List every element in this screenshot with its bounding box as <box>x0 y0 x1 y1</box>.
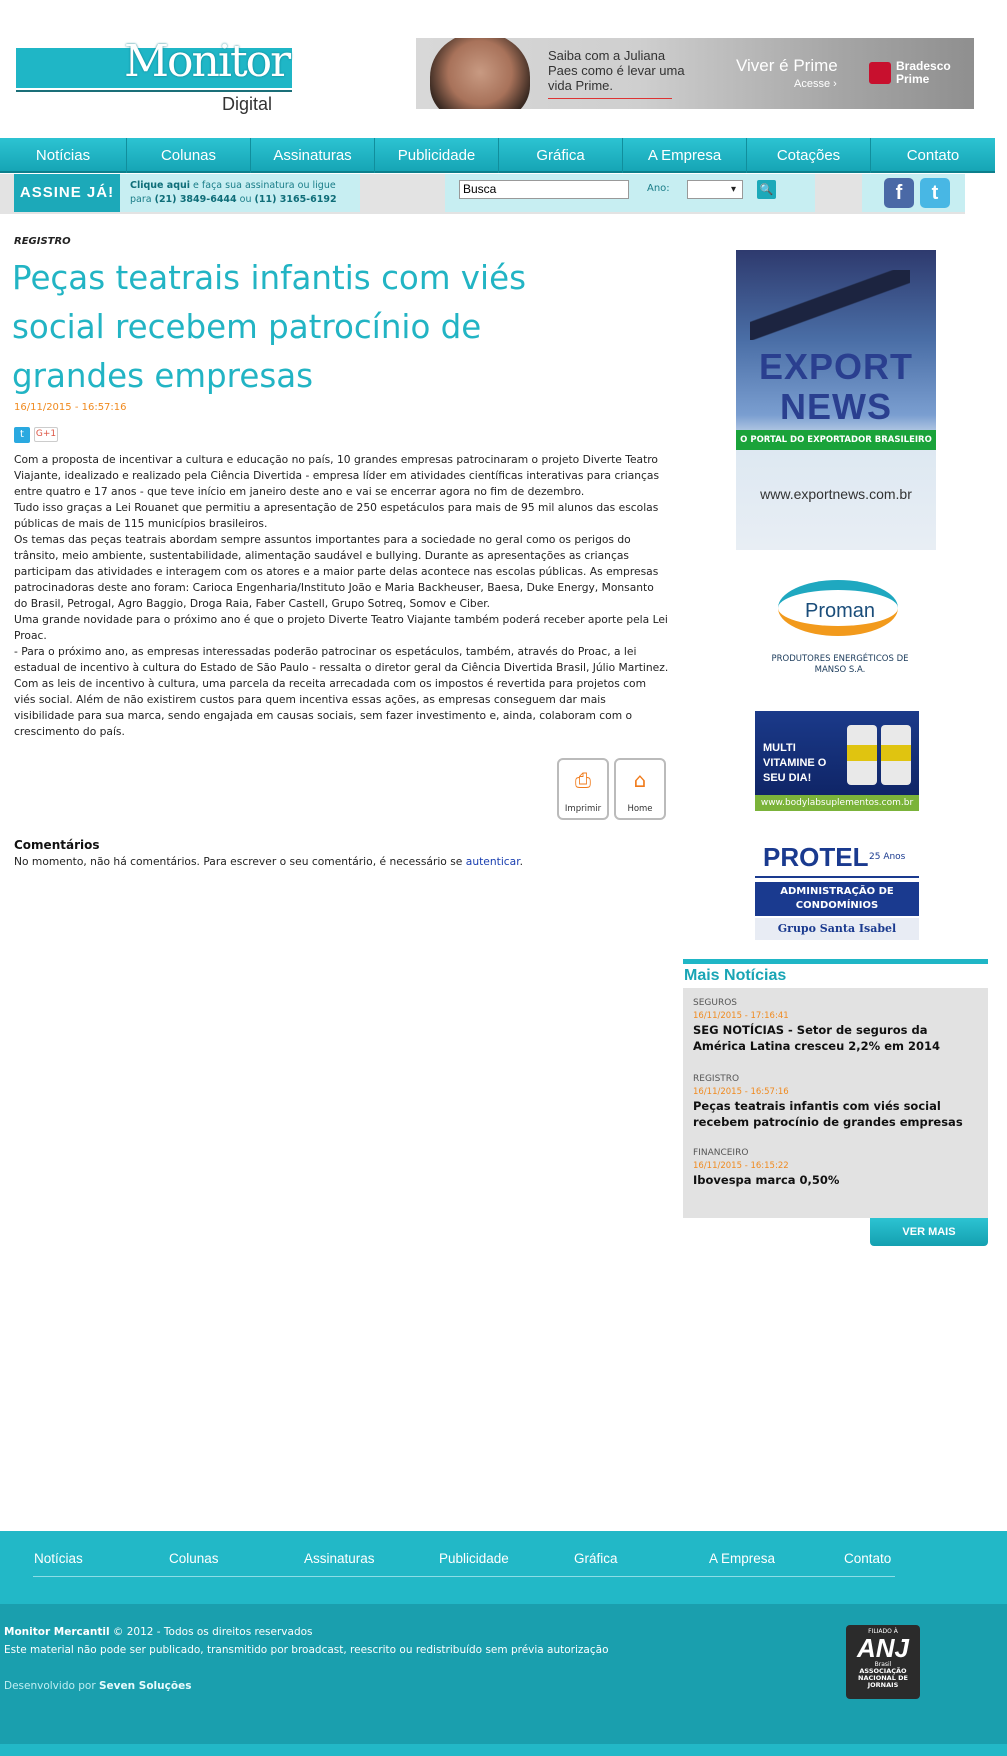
protel-group: Grupo Santa Isabel <box>755 918 919 940</box>
footer-bottom-strip <box>0 1744 1007 1756</box>
protel-years: 25 Anos <box>869 852 906 862</box>
article-paragraph: Com a proposta de incentivar a cultura e educação no país, 10 grandes empresas patrocinaram o projeto Diverte Teatro Viajante, idealizado e realizado pela Ciência Divertida - empresa líder em atividades científicas interativas para crianças entre quatro e 17 anos - que teve início em janeiro deste ano e vai se encerrar agora no fim de dezembro. <box>14 453 660 498</box>
subscription-line-1 <box>130 179 360 193</box>
news-headline[interactable]: Ibovespa marca 0,50% <box>693 1173 840 1187</box>
export-news-ad[interactable] <box>736 250 936 550</box>
subscription-text-1: e faça sua assinatura ou ligue <box>190 180 336 191</box>
ad-export-title-1: EXPORT <box>758 346 914 387</box>
footer-notice: Este material não pode ser publicado, transmitido por broadcast, reescrito ou redistribuído sem prévia autorização <box>4 1644 609 1656</box>
top-banner-ad[interactable] <box>416 38 974 109</box>
news-headline[interactable]: SEG NOTÍCIAS - Setor de seguros da América Latina cresceu 2,2% em 2014 <box>693 1023 940 1053</box>
footer-nav <box>0 1531 1007 1604</box>
subscription-line-2 <box>130 193 360 207</box>
article-paragraph: Os temas das peças teatrais abordam sempre assuntos importantes para a sociedade no geral como os perigos do trânsito, meio ambiente, sustentabilidade, alimentação saudável e bullying. Durante as apresentações as crianças participam das atividades e interagem com os atores e a maior parte delas acontece nas escolas públicas. As empresas patrocinadoras deste ano foram: Carioca Engenharia/Instituto João e Maria Backheuser, Baesa, Duke Energy, Monsanto do Brasil, Petrogal, Agro Baggio, Droga Raia, Faber Castell, Grupo Sotreq, Somov e Ciber. <box>14 533 659 610</box>
search-icon[interactable]: 🔍 <box>757 180 776 199</box>
article-section: REGISTRO <box>14 236 71 247</box>
phone-1: (21) 3849-6444 <box>154 194 237 205</box>
article-date: 16/11/2015 - 16:57:16 <box>14 402 127 413</box>
bodylab-ad[interactable] <box>755 711 919 811</box>
developer-link[interactable]: Seven Soluções <box>99 1680 192 1692</box>
anj-logo: ANJ <box>856 1633 909 1663</box>
share-twitter-icon[interactable]: t <box>14 427 30 443</box>
phone-separator: ou <box>236 194 255 205</box>
proman-ad[interactable] <box>760 580 920 680</box>
banner-headline: Viver é Prime <box>736 56 838 75</box>
more-news-item[interactable] <box>693 998 983 1054</box>
logo-text: Monitor <box>124 36 290 87</box>
twitter-icon[interactable]: t <box>920 178 950 208</box>
more-news-list <box>683 988 988 1218</box>
banner-text: Saiba com a Juliana Paes como é levar uma vida Prime. <box>548 48 685 93</box>
anj-name: ASSOCIAÇÃO NACIONAL DE JORNAIS <box>858 1667 908 1689</box>
article-paragraph: Uma grande novidade para o próximo ano é que o projeto Diverte Teatro Viajante também poderá receber aporte pela Lei Proac. <box>14 613 668 642</box>
comments-text <box>14 855 523 868</box>
print-label: Imprimir <box>564 804 602 814</box>
copyright <box>4 1626 313 1638</box>
proman-subtitle: PRODUTORES ENERGÉTICOS DE MANSO S.A. <box>771 654 909 675</box>
news-date: 16/11/2015 - 16:15:22 <box>693 1161 789 1171</box>
facebook-icon[interactable]: f <box>884 178 914 208</box>
protel-divider <box>755 876 919 878</box>
main-nav <box>0 138 995 173</box>
home-button[interactable] <box>614 758 666 820</box>
comments-title: Comentários <box>14 838 100 852</box>
footer-nav-publicidade[interactable]: Publicidade <box>439 1551 509 1566</box>
social-links <box>862 174 965 212</box>
footer-nav-a-empresa[interactable]: A Empresa <box>709 1551 776 1566</box>
news-category: FINANCEIRO <box>693 1148 749 1158</box>
footer-nav-grafica[interactable]: Gráfica <box>574 1551 618 1566</box>
banner-divider <box>548 98 672 99</box>
nav-assinaturas[interactable]: Assinaturas <box>251 138 375 173</box>
nav-contato[interactable]: Contato <box>906 147 960 164</box>
developer-prefix: Desenvolvido por <box>4 1680 99 1692</box>
copyright-text: © 2012 - Todos os direitos reservados <box>109 1626 313 1638</box>
bottle-label <box>881 745 911 761</box>
subscription-text-2: para <box>130 194 155 205</box>
nav-cotacoes[interactable]: Cotações <box>747 138 871 173</box>
more-news-item[interactable] <box>693 1074 983 1130</box>
news-category: SEGUROS <box>693 998 738 1008</box>
protel-name: PROTEL <box>763 842 869 872</box>
anj-country: Brasil <box>874 1661 892 1668</box>
see-more-button[interactable]: VER MAIS <box>870 1218 988 1246</box>
ad-export-title-2: NEWS <box>780 386 892 427</box>
more-news-bar <box>683 959 988 964</box>
logo-subtext: Digital <box>222 94 273 114</box>
anj-badge[interactable] <box>846 1625 920 1699</box>
search-area <box>445 174 815 212</box>
banner-portrait <box>430 38 530 109</box>
subscription-info <box>120 174 360 212</box>
search-input[interactable]: Busca <box>459 180 629 199</box>
login-link[interactable]: autenticar <box>465 855 520 868</box>
nav-publicidade[interactable]: Publicidade <box>375 138 499 173</box>
banner-brand-name: Bradesco <box>896 59 951 73</box>
banner-brand <box>896 60 951 86</box>
nav-noticias[interactable]: Notícias <box>0 138 127 173</box>
home-icon: ⌂ <box>633 768 647 792</box>
footer-nav-assinaturas[interactable]: Assinaturas <box>304 1551 375 1566</box>
subscription-link[interactable]: Clique aqui <box>130 180 191 191</box>
footer-nav-noticias[interactable]: Notícias <box>34 1551 83 1566</box>
proman-name: Proman <box>804 600 876 622</box>
airplane-image <box>750 270 910 340</box>
article-body <box>14 452 669 740</box>
banner-brand-sub: Prime <box>896 72 930 86</box>
article-paragraph: Com as leis de incentivo à cultura, uma parcela da receita arrecadada com os impostos é revertida para projetos com viés social. Além de não existirem custos para quem incentiva essas ações, as empresas conseguem dar mais visibilidade para sua marca, sendo engajada em causas sociais, sem fazer investimento e, ainda, colaboram com o crescimento do país. <box>14 677 647 738</box>
bodylab-url: www.bodylabsuplementos.com.br <box>755 795 919 811</box>
comments-end: . <box>519 855 524 868</box>
news-date: 16/11/2015 - 17:16:41 <box>693 1011 789 1021</box>
assine-button[interactable]: ASSINE JÁ! <box>14 174 120 212</box>
year-select[interactable]: ▾ <box>687 180 743 199</box>
article-title: Peças teatrais infantis com viés social recebem patrocínio de grandes empresas <box>12 259 527 395</box>
news-headline[interactable]: Peças teatrais infantis com viés social recebem patrocínio de grandes empresas <box>693 1099 963 1129</box>
more-news-title: Mais Notícias <box>684 967 787 984</box>
print-button[interactable] <box>557 758 609 820</box>
developer-credit <box>4 1680 191 1692</box>
article-paragraph: - Para o próximo ano, as empresas interessadas poderão patrocinar os espetáculos, também, através do Proac, a lei estadual de incentivo à cultura do Estado de São Paulo - ressalta o diretor geral da Ciência Divertida Brasil, Júlio Martinez. <box>14 645 669 674</box>
nav-a-empresa[interactable]: A Empresa <box>623 138 747 173</box>
bottle-label <box>847 745 877 761</box>
printer-icon: ⎙ <box>575 768 591 792</box>
anj-top-text: FILIADO À <box>868 1628 898 1635</box>
company-name: Monitor Mercantil <box>4 1626 110 1638</box>
site-logo[interactable] <box>16 38 292 116</box>
protel-ad[interactable] <box>755 838 919 940</box>
protel-service: ADMINISTRAÇÃO DE CONDOMÍNIOS <box>755 882 919 916</box>
phone-2: (11) 3165-6192 <box>254 194 337 205</box>
nav-grafica[interactable]: Gráfica <box>499 138 623 173</box>
home-label: Home <box>627 804 653 814</box>
comments-message: No momento, não há comentários. Para escrever o seu comentário, é necessário se <box>14 855 466 868</box>
ad-export-url: www.exportnews.com.br <box>760 486 912 502</box>
ad-export-strip: O PORTAL DO EXPORTADOR BRASILEIRO <box>736 430 936 450</box>
nav-colunas[interactable]: Colunas <box>127 138 251 173</box>
footer-divider <box>33 1576 895 1577</box>
bradesco-logo-icon <box>869 62 891 84</box>
bodylab-text: MULTI VITAMINE O SEU DIA! <box>763 742 827 784</box>
news-date: 16/11/2015 - 16:57:16 <box>693 1087 789 1097</box>
year-label: Ano: <box>647 183 670 194</box>
banner-cta[interactable]: Acesse › <box>794 78 837 90</box>
share-gplus-button[interactable]: G+1 <box>34 427 58 442</box>
logo-underline <box>16 90 292 92</box>
footer-nav-contato[interactable]: Contato <box>844 1551 892 1566</box>
more-news-item[interactable] <box>693 1148 983 1188</box>
news-category: REGISTRO <box>693 1074 740 1084</box>
article-paragraph: Tudo isso graças a Lei Rouanet que permitiu a apresentação de 250 espetáculos para mais de 95 mil alunos das escolas públicas de mais de 115 municípios brasileiros. <box>14 501 659 530</box>
footer-nav-colunas[interactable]: Colunas <box>169 1551 219 1566</box>
